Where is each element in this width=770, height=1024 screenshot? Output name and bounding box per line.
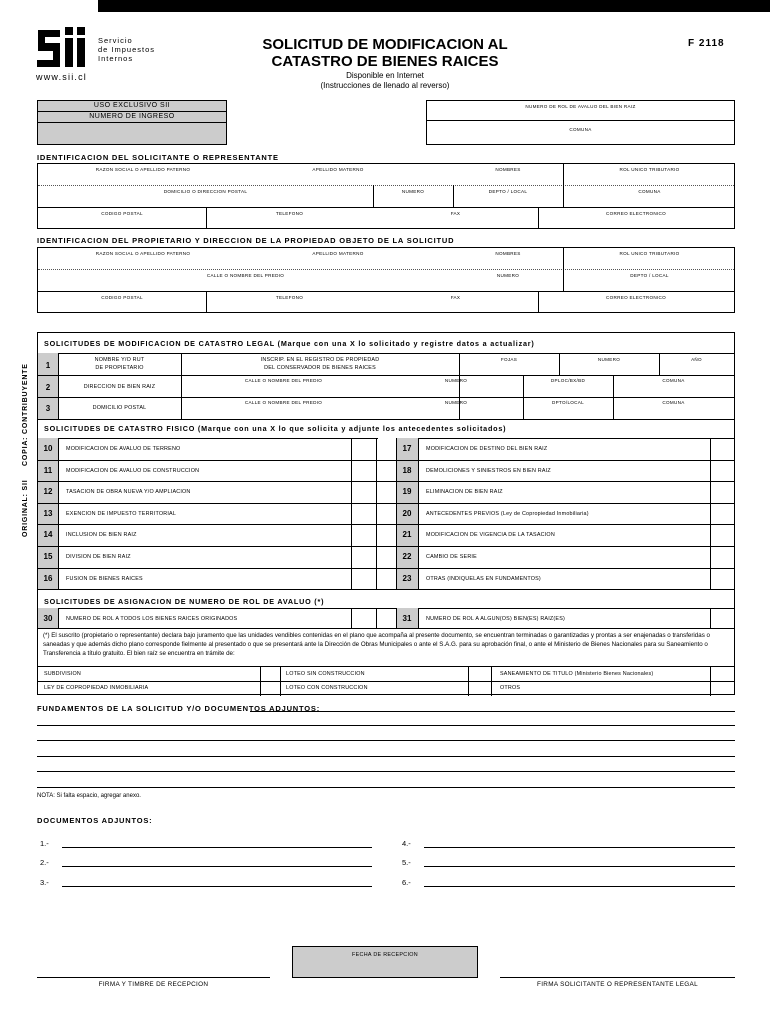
entry-number-label: NUMERO DE INGRESO [38,112,226,123]
top-black-bar [98,0,770,12]
attachments-title: DOCUMENTOS ADJUNTOS: [37,816,153,825]
applicant-section-title: IDENTIFICACION DEL SOLICITANTE O REPRESENTANTE [37,153,279,162]
rol-box[interactable]: NUMERO DE ROL DE AVALUO DEL BIEN RAIZ COMUNA [426,100,735,145]
option-checkbox[interactable] [711,439,734,460]
org-name: Servicio de Impuestos Internos [98,36,156,63]
option-number: 16 [43,573,53,583]
row-divider [38,524,734,525]
sii-use-label: USO EXCLUSIVO SII [38,101,226,112]
applicant-grid[interactable]: RAZON SOCIAL O APELLIDO PATERNO APELLIDO MATERNO NOMBRES ROL UNICO TRIBUTARIO DOMICILIO O DIRECCION POSTAL NUMERO DEPTO / LOCAL COMUNA CODIGO POSTAL TELEFONO FAX CORREO ELECTRONICO [37,163,735,229]
form-subtitle: Disponible en Internet (Instrucciones de llenado al reverso) [320,71,450,90]
option-30-label: NUMERO DE ROL A TODOS LOS BIENES RAICES ORIGINADOS [66,616,238,622]
assignment-section-title: SOLICITUDES DE ASIGNACION DE NUMERO DE ROL DE AVALUO (*) [44,597,325,606]
option-number: 20 [402,508,412,518]
grounds-line[interactable] [37,740,735,741]
option-checkbox[interactable] [711,547,734,568]
option-number: 19 [402,487,412,497]
form-number: F 2118 [688,38,725,49]
option-checkbox[interactable] [711,525,734,546]
option-31-label: NUMERO DE ROL A ALGUN(OS) BIEN(ES) RAIZ(ES) [426,616,565,622]
option-label: CAMBIO DE SERIE [426,554,477,560]
reception-date-box[interactable]: FECHA DE RECEPCION [292,946,478,978]
grounds-line[interactable] [37,756,735,757]
row-divider [38,568,734,569]
note: NOTA: Si falta espacio, agregar anexo. [37,793,141,799]
option-label: MODIFICACION DE DESTINO DEL BIEN RAIZ [426,446,548,452]
option-checkbox[interactable] [711,569,734,590]
option-number: 10 [43,444,53,453]
option-label: EXENCION DE IMPUESTO TERRITORIAL [66,510,177,517]
row-divider [38,481,734,482]
grounds-line[interactable] [250,711,735,712]
requests-section: SOLICITUDES DE MODIFICACION DE CATASTRO LEGAL (Marque con una X lo solicitado y registre datos a actualizar) 1 NOMBRE Y/O RUT DE PROPIETARIO INSCRIP. EN EL REGISTRO DE PROPIEDAD DEL CONSERVADOR DE BIENES RAICES FOJAS NUMERO AÑO 2 DIRECCION DE BIEN RAIZ CALLE O NOMBRE DEL PREDIO NUMERO DPLOC/BX/BD COMUNA 3 DOMICILIO POSTAL CALLE O NOMBRE DEL PREDIO NUMERO DPTO/LOCAL COMUNA SOLICITUDES DE CATASTRO FISICO (Marque con una X lo que solicita y adjunte los antecedentes solicitados) 10 MODIFICACION DE AVALUO DE TERRENO 17 MODIFICACION DE DESTINO DEL BIEN RAIZ 11 MODIFICACION DE AVALUO DE CONSTRUCCION 18 DEMOLICIONES Y SINIESTROS EN BIEN RAIZ 12 TASACION DE OBRA NUEVA Y/O AMPLIACION 19 ELIMINACION DE BIEN RAIZ 13 EXENCION DE IMPUESTO TERRITORIAL 20 ANTECEDENTES PREVIOS (Ley de Copropiedad Inmobiliaria) 14 INCLUSION DE BIEN RAIZ 21 MODIFICACION DE VIGENCIA DE LA TASACION 15 DIVISION DE BIEN RAIZ 22 CAMBIO DE SERIE 16 FUSION DE BIENES RAICES 23 OTRAS (INDIQUELAS EN FUNDAMENTOS) SOLICITUDES DE ASIGNACION DE NUMERO DE ROL DE AVALUO (*) 30 NUMERO DE ROL A TODOS LOS BIENES RAICES ORIGINADOS 31 NUMERO DE ROL A ALGUN(OS) BIEN(ES) RAIZ(ES) SUBDIVISION LOTEO SIN CONSTRUCCION SANEAMIENTO DE TITULO (Ministerio Bienes Nacionales) LEY DE COPROPIEDAD INMOBILIARIA LOTEO CON CONSTRUCCION OTROS [37,332,735,695]
attachment-line-2[interactable] [62,866,372,867]
option-checkbox[interactable] [352,547,376,568]
attachment-line-5[interactable] [424,866,735,867]
original-sii-label: ORIGINAL: SII [22,479,29,537]
option-number: 17 [402,444,412,453]
applicant-signature-label: FIRMA SOLICITANTE O REPRESENTANTE LEGAL [537,981,698,988]
option-label: ELIMINACION DE BIEN RAIZ [426,489,503,496]
declaration-text: (*) El suscrito (propietario o representante) declara bajo juramento que las unidades vendibles contenidas en el plano que acompaña al presente documento, se encuentran terminadas o garantizadas y prontas a ser enajenadas o transferidas o saneadas y que además dicho plano corresponde fielmente al presentado o que se presentará ante la Dirección de Obras Municipales o ante el S.A.G. para su aprobación final, o ante el Ministerio de Bienes Nacionales para su Saneamiento o Transferencia a título gratuito. El bien raíz se encuentra en trámite de: [43,632,710,657]
reception-signature-line[interactable] [37,977,270,978]
option-checkbox[interactable] [352,482,376,503]
attachment-line-6[interactable] [424,886,735,887]
grounds-line[interactable] [37,771,735,772]
option-number: 21 [402,530,412,540]
website: www.sii.cl [36,72,88,82]
option-number: 14 [43,530,53,540]
attachment-line-4[interactable] [424,847,735,848]
owner-grid[interactable]: RAZON SOCIAL O APELLIDO PATERNO APELLIDO MATERNO NOMBRES ROL UNICO TRIBUTARIO CALLE O NOMBRE DEL PREDIO NUMERO DEPTO / LOCAL CODIGO POSTAL TELEFONO FAX CORREO ELECTRONICO [37,247,735,313]
option-label: DEMOLICIONES Y SINIESTROS EN BIEN RAIZ [426,467,551,474]
attachment-line-3[interactable] [62,886,372,887]
row-divider [38,503,734,504]
option-label: OTRAS (INDIQUELAS EN FUNDAMENTOS) [426,575,541,582]
option-number: 11 [43,465,53,475]
applicant-signature-line[interactable] [500,977,735,978]
option-number: 12 [43,487,53,497]
option-label: DIVISION DE BIEN RAIZ [66,554,131,560]
option-label: MODIFICACION DE AVALUO DE TERRENO [66,446,181,452]
physical-section-title: SOLICITUDES DE CATASTRO FISICO (Marque con una X lo que solicita y adjunte los antecedentes solicitados) [44,424,507,433]
option-number: 22 [402,552,412,561]
option-label: MODIFICACION DE VIGENCIA DE LA TASACION [426,532,555,539]
legal-section-title: SOLICITUDES DE MODIFICACION DE CATASTRO LEGAL (Marque con una X lo solicitado y registre datos a actualizar) [44,339,535,348]
option-number: 13 [43,508,53,518]
copy-taxpayer-label: COPIA: CONTRIBUYENTE [22,363,29,466]
option-label: TASACION DE OBRA NUEVA Y/O AMPLIACION [66,489,191,496]
option-label: MODIFICACION DE AVALUO DE CONSTRUCCION [66,467,200,474]
option-label: ANTECEDENTES PREVIOS (Ley de Copropiedad Inmobiliaria) [426,510,589,517]
option-checkbox[interactable] [711,482,734,503]
owner-section-title: IDENTIFICACION DEL PROPIETARIO Y DIRECCION DE LA PROPIEDAD OBJETO DE LA SOLICITUD [37,236,455,245]
form-title: SOLICITUD DE MODIFICACION AL CATASTRO DE BIENES RAICES [262,36,508,70]
option-31-number: 31 [402,614,412,623]
grounds-line[interactable] [37,725,735,726]
sii-use-box [37,100,227,145]
attachment-line-1[interactable] [62,847,372,848]
reception-signature-label: FIRMA Y TIMBRE DE RECEPCION [98,981,209,988]
grounds-line[interactable] [37,787,735,788]
option-number: 18 [402,465,412,475]
option-30-number: 30 [43,614,53,623]
row-divider [38,546,734,547]
grounds-title: FUNDAMENTOS DE LA SOLICITUD Y/O DOCUMENTOS ADJUNTOS: [37,704,321,713]
row-divider [38,460,734,461]
option-checkbox[interactable] [711,504,734,525]
option-checkbox[interactable] [352,525,376,546]
option-number: 23 [402,573,412,583]
option-checkbox[interactable] [711,461,734,482]
option-number: 15 [43,552,53,561]
option-label: INCLUSION DE BIEN RAIZ [66,532,137,539]
sii-logo [36,24,96,70]
option-checkbox[interactable] [352,461,376,482]
option-checkbox[interactable] [352,504,376,525]
option-checkbox[interactable] [352,569,376,590]
option-checkbox[interactable] [352,439,376,460]
option-label: FUSION DE BIENES RAICES [66,575,143,582]
